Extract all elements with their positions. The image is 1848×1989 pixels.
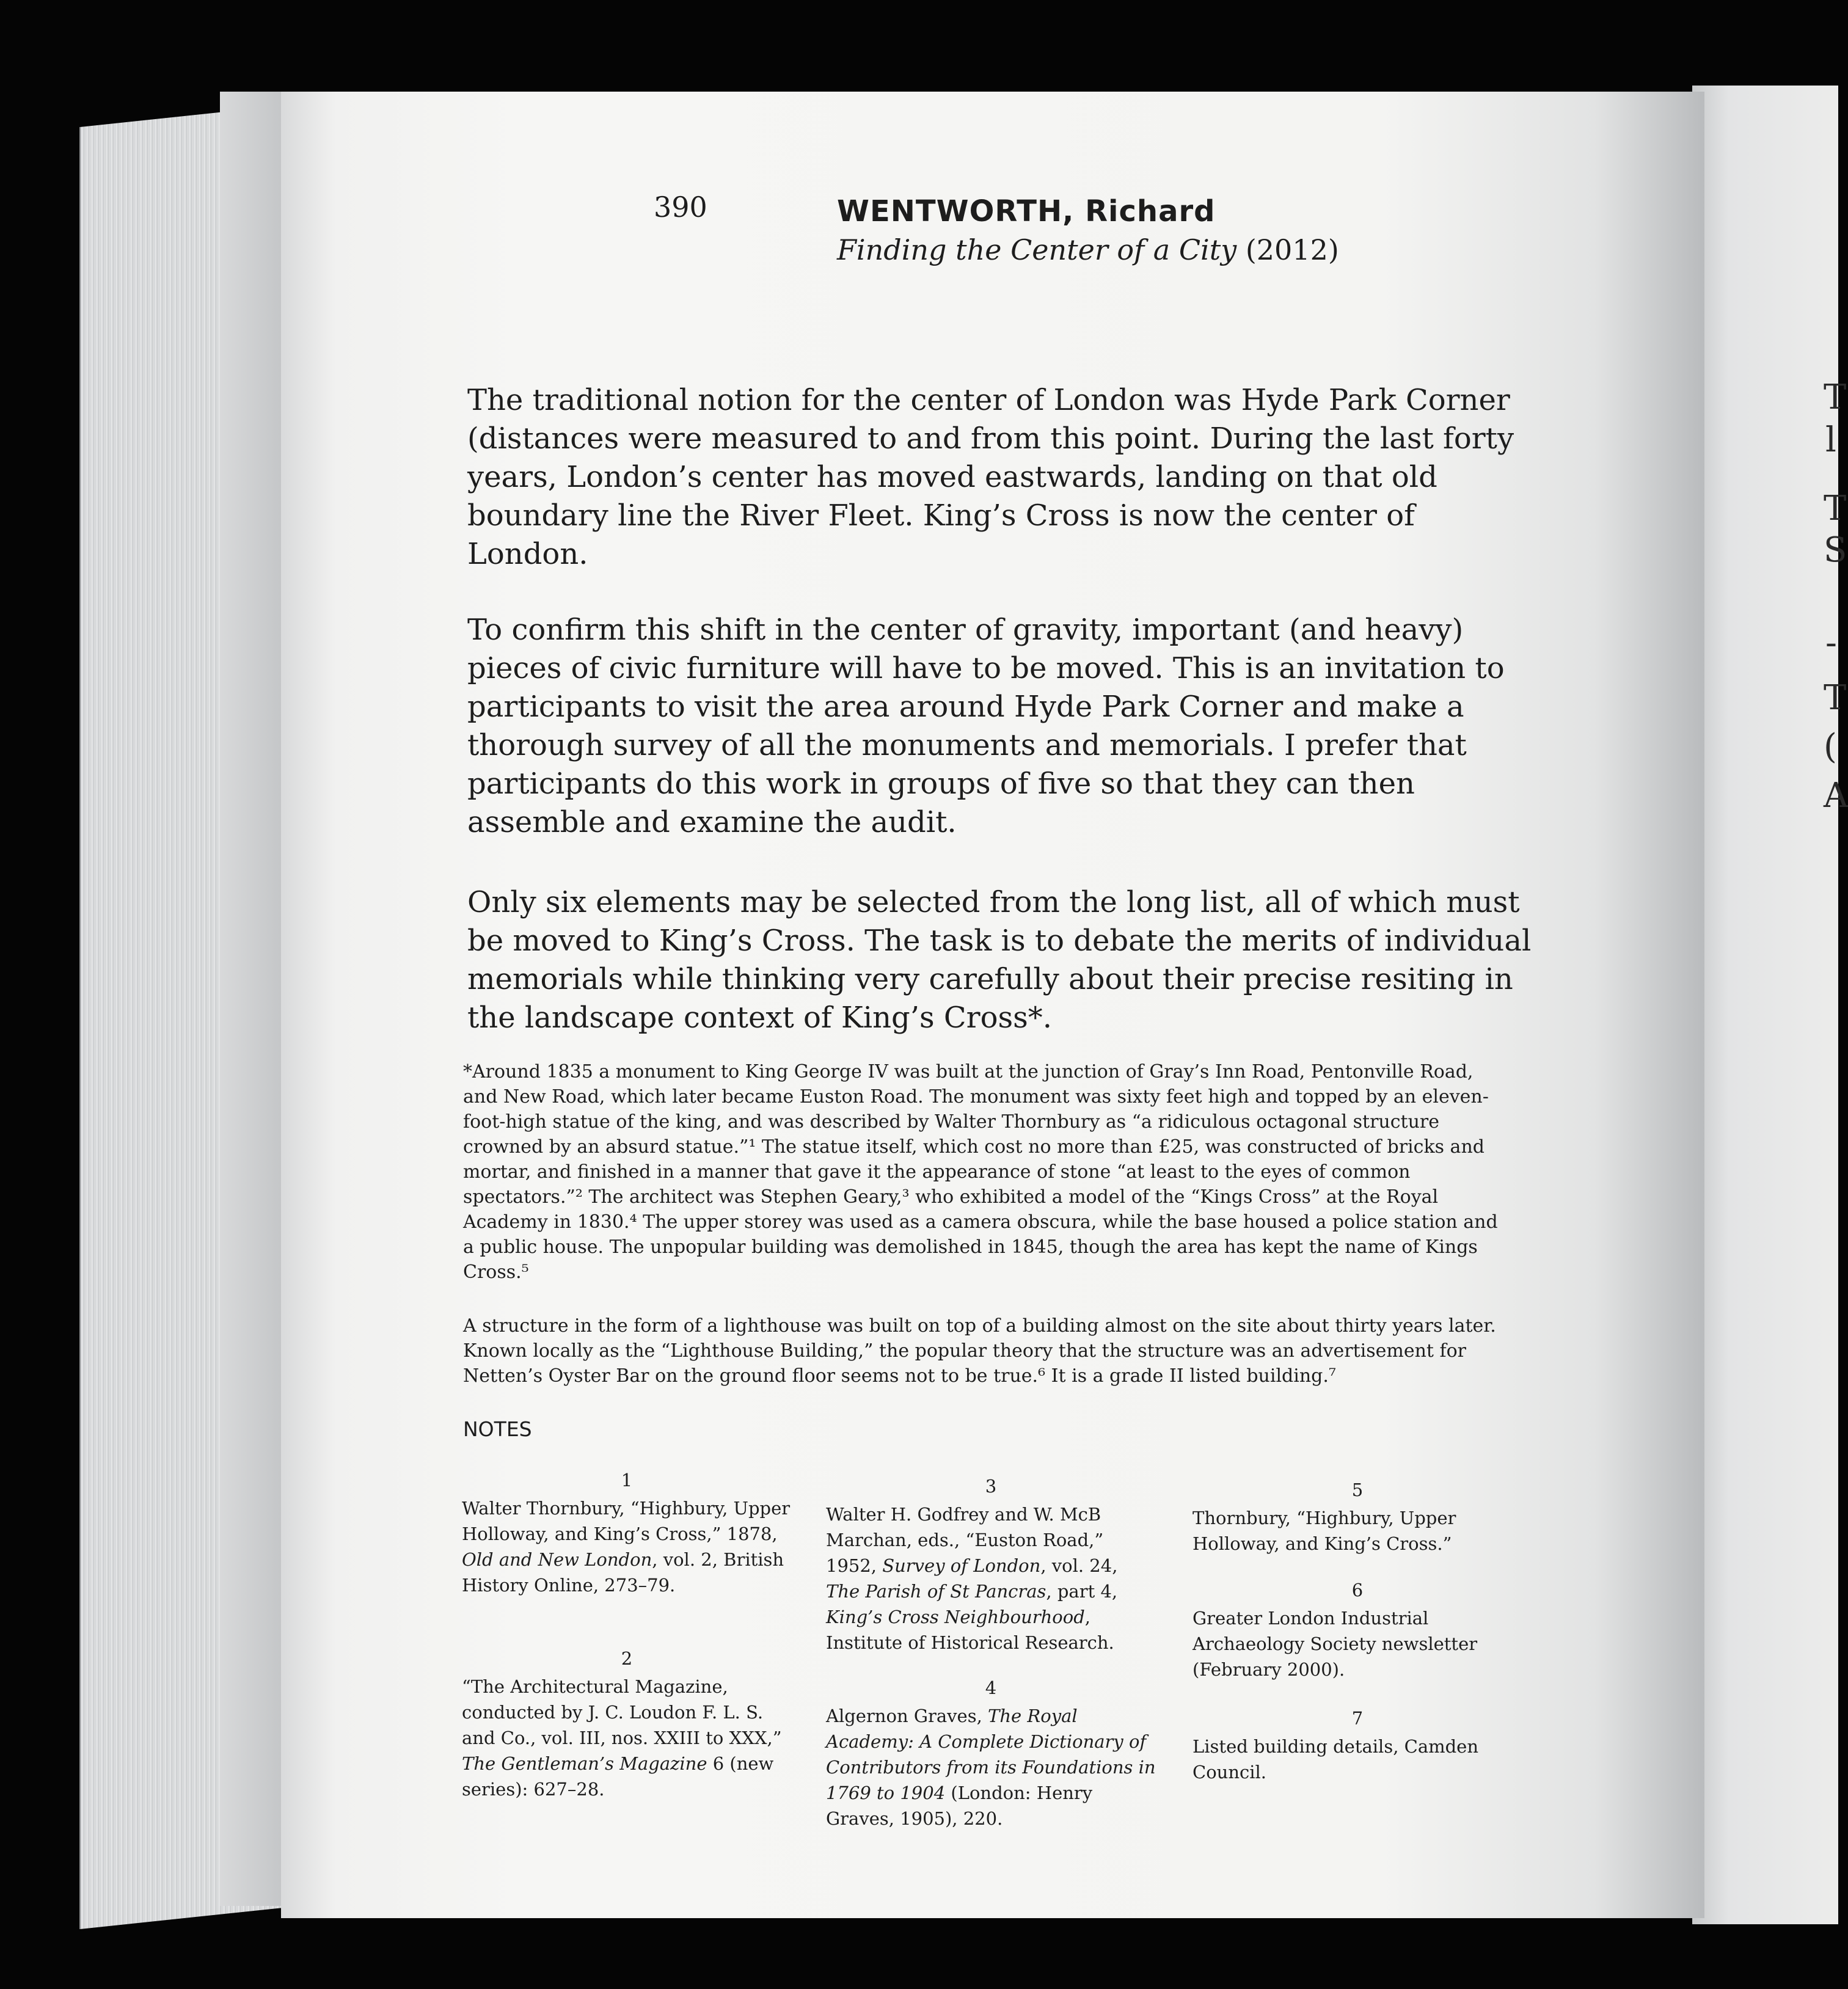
note-text: Listed building details, Camden Council. xyxy=(1192,1736,1479,1783)
note-item xyxy=(1192,1706,1522,1785)
author-heading: WENTWORTH, Richard xyxy=(837,194,1216,228)
note-number: 2 xyxy=(621,1648,633,1669)
note-text: “The Architectural Magazine, conducted by J. C. Loudon F. L. S. and Co., vol. III, nos. XXIII to XXX,” The Gentleman’s Magazine 6 (new series): 627–28. xyxy=(462,1676,782,1800)
work-title-italic: Finding the Center of a City xyxy=(837,233,1237,266)
note-text: Greater London Industrial Archaeology Society newsletter (February 2000). xyxy=(1192,1608,1478,1680)
work-year: (2012) xyxy=(1245,233,1339,266)
note-item xyxy=(1192,1477,1522,1557)
note-number: 6 xyxy=(1351,1580,1364,1600)
note-item xyxy=(826,1675,1156,1831)
facing-page xyxy=(1692,86,1848,1924)
note-text: Walter Thornbury, “Highbury, Upper Holloway, and King’s Cross,” 1878, Old and New London, vol. 2, British History Online, 273–79. xyxy=(462,1498,791,1596)
body-paragraph: Only six elements may be selected from the long list, all of which must be moved to King’s Cross. The task is to debate the merits of individual memorials while thinking very carefully about their precise resiting in the landscape context of King’s Cross*. xyxy=(467,885,1532,1035)
page-number: 390 xyxy=(654,191,707,224)
note-item xyxy=(462,1467,792,1598)
note-item xyxy=(1192,1577,1522,1682)
facing-page-glyph: l xyxy=(1825,420,1836,460)
footnote-paragraph: *Around 1835 a monument to King George IV was built at the junction of Gray’s Inn Road, Pentonville Road, and New Road, which later became Euston Road. The monument was sixty feet high and topped by an eleven-foot-high statue of the king, and was described by Walter Thornbury as “a ridiculous octagonal structure crowned by an absurd statue.”¹ The statue itself, which cost no more than £25, was constructed of bricks and mortar, and finished in a manner that gave it the appearance of stone “at least to the eyes of common spectators.”² The architect was Stephen Geary,³ who exhibited a model of the “Kings Cross” at the Royal Academy in 1830.⁴ The upper storey was used as a camera obscura, while the base housed a police station and a public house. The unpopular building was demolished in 1845, though the area has kept the name of Kings Cross.⁵ xyxy=(463,1061,1498,1283)
note-number: 7 xyxy=(1351,1708,1364,1729)
note-number: 5 xyxy=(1351,1480,1364,1500)
facing-page-glyph: A xyxy=(1824,776,1848,816)
note-text: Walter H. Godfrey and W. McB Marchan, eds., “Euston Road,” 1952, Survey of London, vol. 24, The Parish of St Pancras, part 4, King’s Cross Neighbourhood, Institute of Historical Research. xyxy=(826,1504,1118,1653)
notes-heading: NOTES xyxy=(463,1417,532,1441)
note-item xyxy=(462,1646,792,1802)
note-text: Thornbury, “Highbury, Upper Holloway, and King’s Cross.” xyxy=(1192,1508,1456,1554)
facing-page-glyph: - xyxy=(1825,623,1837,663)
facing-page-glyph: T xyxy=(1824,378,1847,417)
note-text: Algernon Graves, The Royal Academy: A Complete Dictionary of Contributors from its Foundations in 1769 to 1904 (London: Henry Graves, 1905), 220. xyxy=(826,1706,1156,1829)
note-item xyxy=(826,1473,1156,1655)
work-title xyxy=(837,233,1339,266)
facing-page-glyph: S xyxy=(1824,530,1847,570)
note-number: 4 xyxy=(985,1677,997,1698)
body-paragraph: To confirm this shift in the center of gravity, important (and heavy) pieces of civic furniture will have to be moved. This is an invitation to participants to visit the area around Hyde Park Corner and make a thorough survey of all the monuments and memorials. I prefer that participants do this work in groups of five so that they can then assemble and examine the audit. xyxy=(467,613,1505,839)
facing-page-glyph: ( xyxy=(1824,727,1837,767)
facing-page-glyph: T xyxy=(1824,489,1847,528)
note-number: 1 xyxy=(621,1470,633,1491)
footnote-paragraph: A structure in the form of a lighthouse was built on top of a building almost on the site about thirty years later. Known locally as the “Lighthouse Building,” the popular theory that the structure was an advertisement for Netten’s Oyster Bar on the ground floor seems not to be true.⁶ It is a grade II listed building.⁷ xyxy=(463,1315,1496,1387)
note-number: 3 xyxy=(985,1476,997,1497)
facing-page-glyph: T xyxy=(1824,678,1847,718)
body-paragraph: The traditional notion for the center of London was Hyde Park Corner (distances were measured to and from this point. During the last forty years, London’s center has moved eastwards, landing on that old boundary line the River Fleet. King’s Cross is now the center of London. xyxy=(467,383,1514,571)
